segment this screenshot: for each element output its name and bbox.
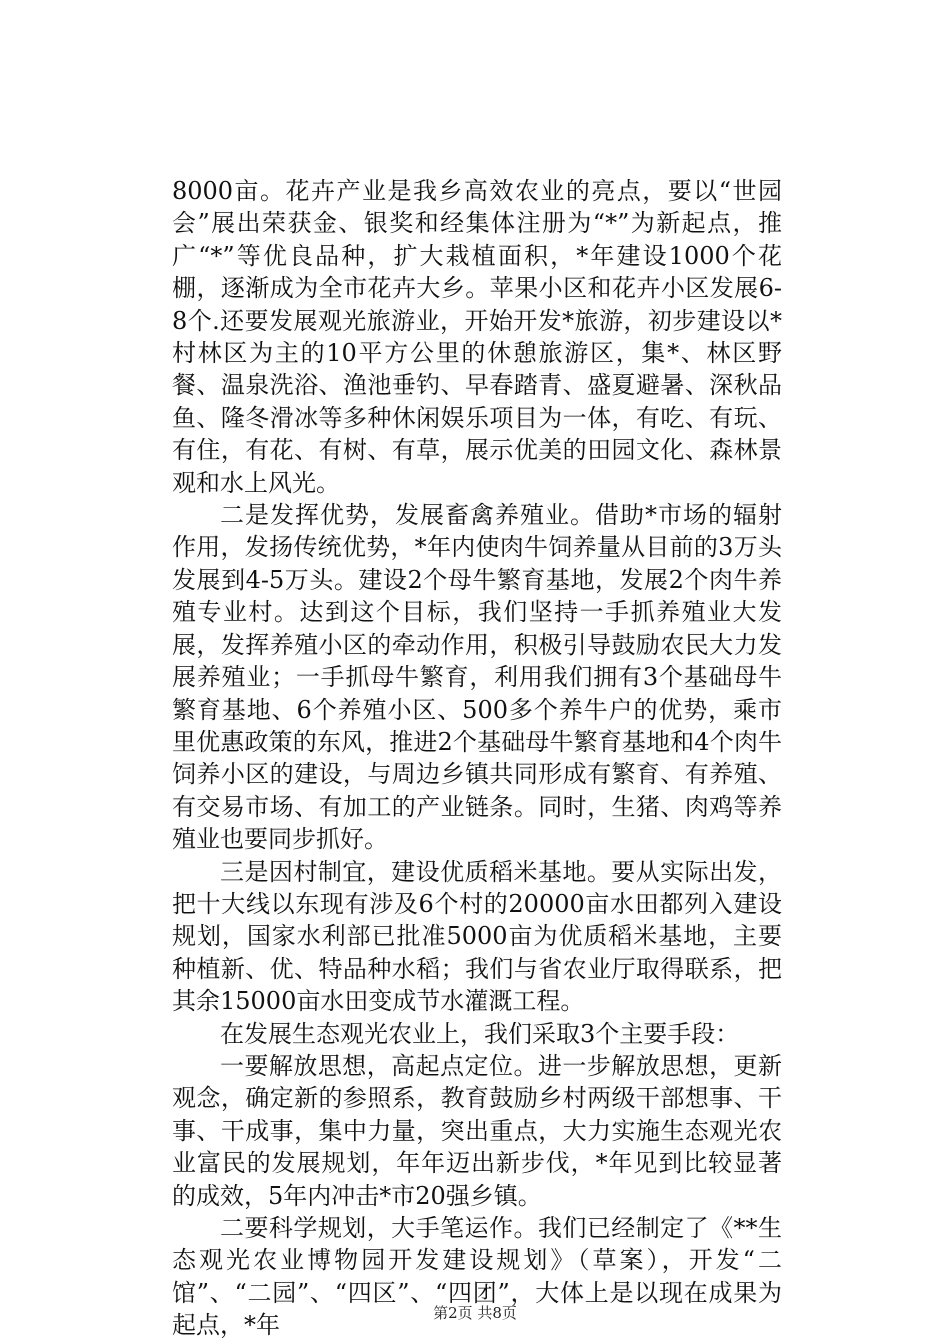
paragraph-measure-two: 二要科学规划，大手笔运作。我们已经制定了《**生态观光农业博物园开发建设规划》（草案），开发“二馆”、“二园”、“四区”、“四团”，大体上是以现在成果为起点，*年	[172, 1214, 782, 1340]
paragraph-measures-intro: 在发展生态观光农业上，我们采取3个主要手段：	[220, 1019, 740, 1048]
paragraph-measure-one: 一要解放思想，高起点定位。进一步解放思想，更新观念，确定新的参照系，教育鼓励乡村两级干部想事、干事、干成事，集中力量，突出重点，大力实施生态观光农业富民的发展规划，年年迈出新步伐，*年见到比较显著的成效，5年内冲击*市20强乡镇。	[172, 1051, 782, 1210]
paragraph-flowers-tourism: 8000亩。花卉产业是我乡高效农业的亮点，要以“世园会”展出荣获金、银奖和经集体注册为“*”为新起点，推广“*”等优良品种，扩大栽植面积，*年建设1000个花棚，逐渐成为全市花卉大乡。苹果小区和花卉小区发展6-8个.还要发展观光旅游业，开始开发*旅游，初步建设以*村林区为主的10平方公里的休憩旅游区，集*、林区野餐、温泉洗浴、渔池垂钓、早春踏青、盛夏避暑、深秋品鱼、隆冬滑冰等多种休闲娱乐项目为一体，有吃、有玩、有住，有花、有树、有草，展示优美的田园文化、森林景观和水上风光。	[172, 177, 782, 497]
page-footer: 第2页 共8页	[433, 1304, 517, 1322]
document-body	[172, 175, 782, 1342]
paragraph-rice-base: 三是因村制宜，建设优质稻米基地。要从实际出发，把十大线以东现有涉及6个村的20000亩水田都列入建设规划，国家水利部已批准5000亩为优质稻米基地，主要种植新、优、特品种水稻；我们与省农业厅取得联系，把其余15000亩水田变成节水灌溉工程。	[172, 857, 782, 1016]
paragraph-livestock: 二是发挥优势，发展畜禽养殖业。借助*市场的辐射作用，发扬传统优势，*年内使肉牛饲养量从目前的3万头发展到4-5万头。建设2个母牛繁育基地，发展2个肉牛养殖专业村。达到这个目标，我们坚持一手抓养殖业大发展，发挥养殖小区的牵动作用，积极引导鼓励农民大力发展养殖业；一手抓母牛繁育，利用我们拥有3个基础母牛繁育基地、6个养殖小区、500多个养牛户的优势，乘市里优惠政策的东风，推进2个基础母牛繁育基地和4个肉牛饲养小区的建设，与周边乡镇共同形成有繁育、有养殖、有交易市场、有加工的产业链条。同时，生猪、肉鸡等养殖业也要同步抓好。	[172, 501, 782, 854]
